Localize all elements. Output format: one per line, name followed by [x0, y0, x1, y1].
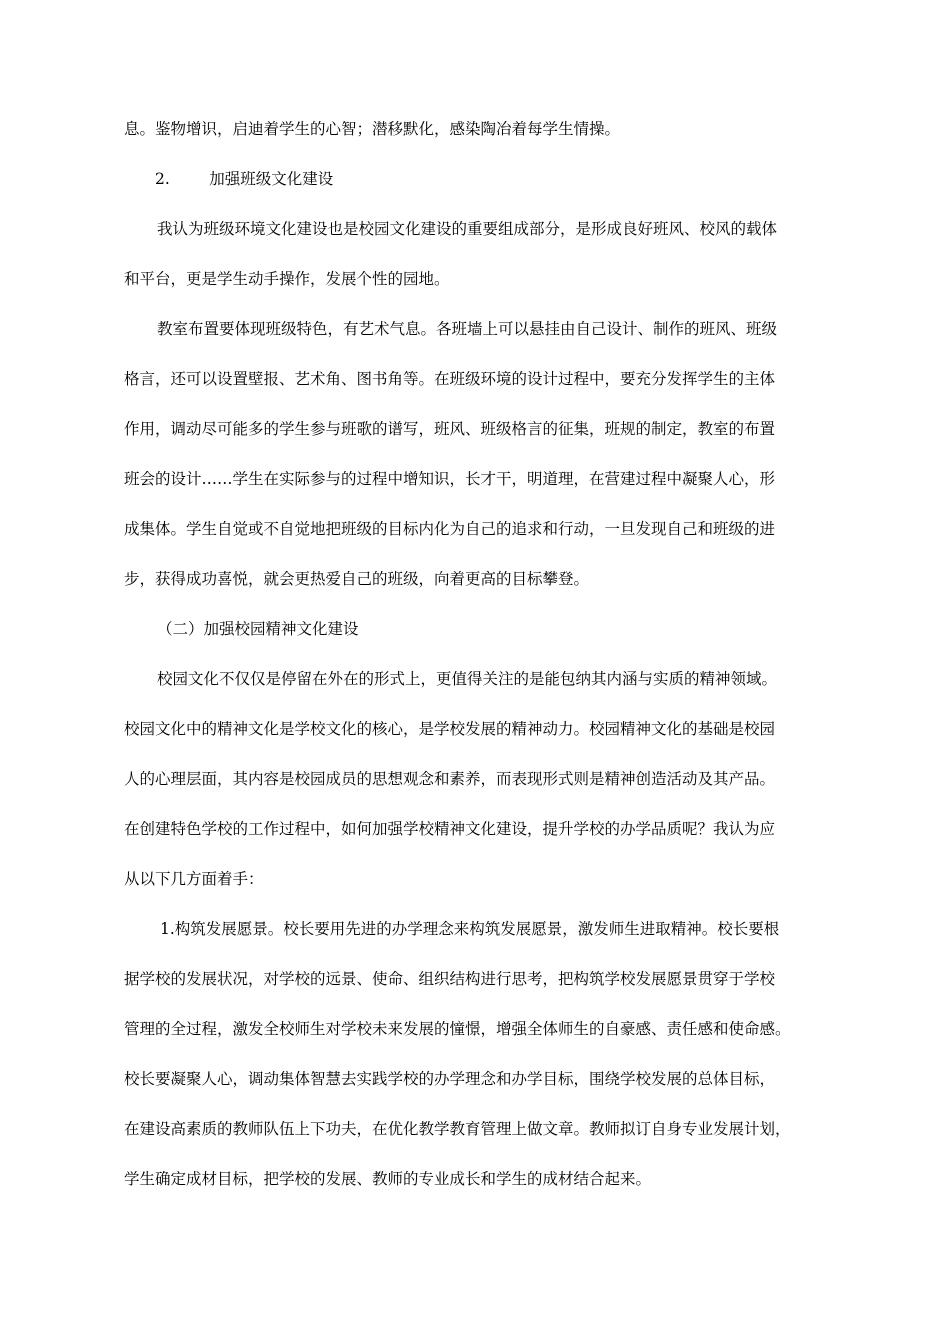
paragraph-line: 班会的设计……学生在实际参与的过程中增知识，长才干，明道理，在营建过程中凝聚人心，形	[124, 470, 776, 488]
paragraph-line: 人的心理层面，其内容是校园成员的思想观念和素养，而表现形式则是精神创造活动及其产品。	[124, 770, 776, 788]
paragraph-line: 校园文化不仅仅是停留在外在的形式上，更值得关注的是能包纳其内涵与实质的精神领域。	[157, 670, 778, 688]
paragraph-line: 据学校的发展状况，对学校的远景、使命、组织结构进行思考，把构筑学校发展愿景贯穿于学校	[124, 970, 776, 988]
paragraph-line: 学生确定成材目标，把学校的发展、教师的专业成长和学生的成材结合起来。	[124, 1170, 652, 1188]
section-heading: 2. 加强班级文化建设	[155, 170, 334, 188]
paragraph-line: 成集体。学生自觉或不自觉地把班级的目标内化为自己的追求和行动，一旦发现自己和班级的进	[124, 520, 776, 538]
section-heading: （二）加强校园精神文化建设	[157, 620, 359, 638]
paragraph-line: 息。鉴物增识，启迪着学生的心智；潜移默化，感染陶冶着每学生情操。	[124, 120, 621, 138]
paragraph-line: 格言，还可以设置壁报、艺术角、图书角等。在班级环境的设计过程中，要充分发挥学生的主体	[124, 370, 776, 388]
paragraph-line: 在创建特色学校的工作过程中，如何加强学校精神文化建设，提升学校的办学品质呢？我认为应	[124, 820, 776, 838]
paragraph-line: 作用，调动尽可能多的学生参与班歌的谱写，班风、班级格言的征集，班规的制定，教室的布置	[124, 420, 776, 438]
paragraph-line: 步，获得成功喜悦，就会更热爱自己的班级，向着更高的目标攀登。	[124, 570, 590, 588]
paragraph-line: 管理的全过程，激发全校师生对学校未来发展的憧憬，增强全体师生的自豪感、责任感和使命感。	[124, 1020, 791, 1038]
paragraph-line: 1.构筑发展愿景。校长要用先进的办学理念来构筑发展愿景，激发师生进取精神。校长要根	[160, 920, 780, 938]
paragraph-line: 我认为班级环境文化建设也是校园文化建设的重要组成部分，是形成良好班风、校风的载体	[157, 220, 778, 238]
paragraph-line: 从以下几方面着手：	[124, 870, 264, 888]
paragraph-line: 教室布置要体现班级特色，有艺术气息。各班墙上可以悬挂由自己设计、制作的班风、班级	[157, 320, 778, 338]
paragraph-line: 在建设高素质的教师队伍上下功夫，在优化教学教育管理上做文章。教师拟订自身专业发展计划，	[124, 1120, 791, 1138]
paragraph-line: 和平台，更是学生动手操作，发展个性的园地。	[124, 270, 450, 288]
paragraph-line: 校长要凝聚人心，调动集体智慧去实践学校的办学理念和办学目标，围绕学校发展的总体目标，	[124, 1070, 776, 1088]
paragraph-line: 校园文化中的精神文化是学校文化的核心，是学校发展的精神动力。校园精神文化的基础是校园	[124, 720, 776, 738]
